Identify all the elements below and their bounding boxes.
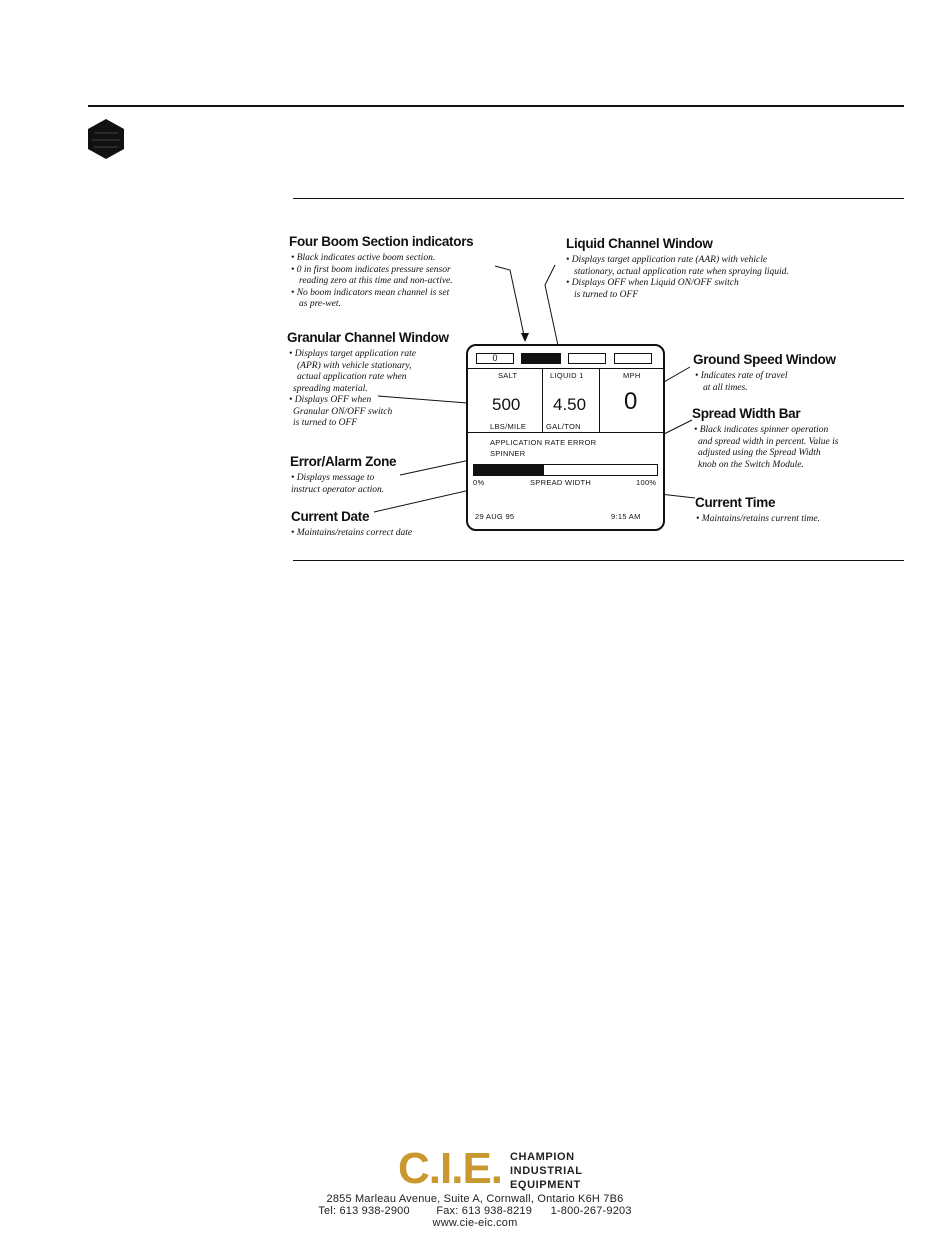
footer-fax: Fax: 613 938-8219 (436, 1205, 533, 1217)
granular-channel-notes: • Displays target application rate (APR) with vehicle stationary, actual application rate when spreading material. • Displays OFF when Granular ON/OFF switch is turned to OFF (289, 349, 416, 428)
channel-divider-2 (599, 368, 600, 432)
boom-section-1: 0 (476, 353, 514, 364)
footer-contact (0, 1205, 950, 1217)
footer-phone: Tel: 613 938-2900 (318, 1205, 410, 1217)
company-name: CHAMPION INDUSTRIAL EQUIPMENT (510, 1151, 583, 1191)
spread-label: SPREAD WIDTH (530, 478, 592, 487)
cie-logo: C.I.E. (398, 1144, 503, 1193)
liquid-header: LIQUID 1 (550, 371, 584, 380)
footer-tollfree: 1-800-267-9203 (550, 1205, 632, 1217)
spread-width-bar (473, 464, 658, 476)
channel-top-line (468, 368, 663, 369)
granular-header: SALT (498, 371, 518, 380)
spread-max-label: 100% (636, 478, 657, 487)
liquid-channel-title: Liquid Channel Window (566, 236, 713, 251)
speed-header: MPH (623, 371, 641, 380)
speed-value: 0 (624, 388, 638, 415)
error-line-1: APPLICATION RATE ERROR (490, 438, 597, 447)
spread-width-notes: • Black indicates spinner operation and spread width in percent. Value is adjusted using the Spread Width knob on the Switch Module. (694, 425, 839, 470)
footer-address: 2855 Marleau Avenue, Suite A, Cornwall, Ontario K6H 7B6 (326, 1193, 624, 1205)
channel-divider-1 (542, 368, 543, 432)
channel-bottom-line (468, 432, 663, 433)
liquid-value: 4.50 (553, 395, 587, 414)
granular-unit: LBS/MILE (490, 422, 527, 431)
ground-speed-title: Ground Speed Window (693, 352, 836, 367)
footer-website[interactable]: www.cie-eic.com (432, 1217, 518, 1229)
boom-section-4 (614, 353, 652, 364)
ground-speed-notes: • Indicates rate of travel at all times. (695, 371, 788, 393)
boom-section-3 (568, 353, 606, 364)
current-date-value: 29 AUG 95 (475, 512, 515, 521)
granular-channel-title: Granular Channel Window (287, 330, 449, 345)
spread-width-fill (474, 465, 544, 475)
liquid-channel-notes: • Displays target application rate (AAR) with vehicle stationary, actual application rate when spraying liquid. • Displays OFF when Liquid ON/OFF switch is turned to OFF (566, 255, 789, 300)
current-date-title: Current Date (291, 509, 370, 524)
current-time-value: 9:15 AM (611, 512, 641, 521)
granular-value: 500 (492, 395, 521, 414)
error-alarm-notes: • Displays message to instruct operator action. (291, 473, 385, 495)
boom-indicators-notes: • Black indicates active boom section. • 0 in first boom indicates pressure sensor reading zero at this time and non-active. • No boom indicators mean channel is set as pre-wet. (291, 253, 453, 309)
error-line-2: SPINNER (490, 449, 526, 458)
current-date-notes: • Maintains/retains correct date (291, 528, 413, 538)
boom-indicators-title: Four Boom Section indicators (289, 234, 474, 249)
liquid-unit: GAL/TON (546, 422, 581, 431)
current-time-notes: • Maintains/retains current time. (696, 514, 821, 524)
current-time-title: Current Time (695, 495, 776, 510)
spread-width-title: Spread Width Bar (692, 406, 801, 421)
spread-min-label: 0% (473, 478, 485, 487)
boom-section-2 (521, 353, 561, 364)
monitor-display (466, 344, 665, 531)
error-alarm-title: Error/Alarm Zone (290, 454, 397, 469)
